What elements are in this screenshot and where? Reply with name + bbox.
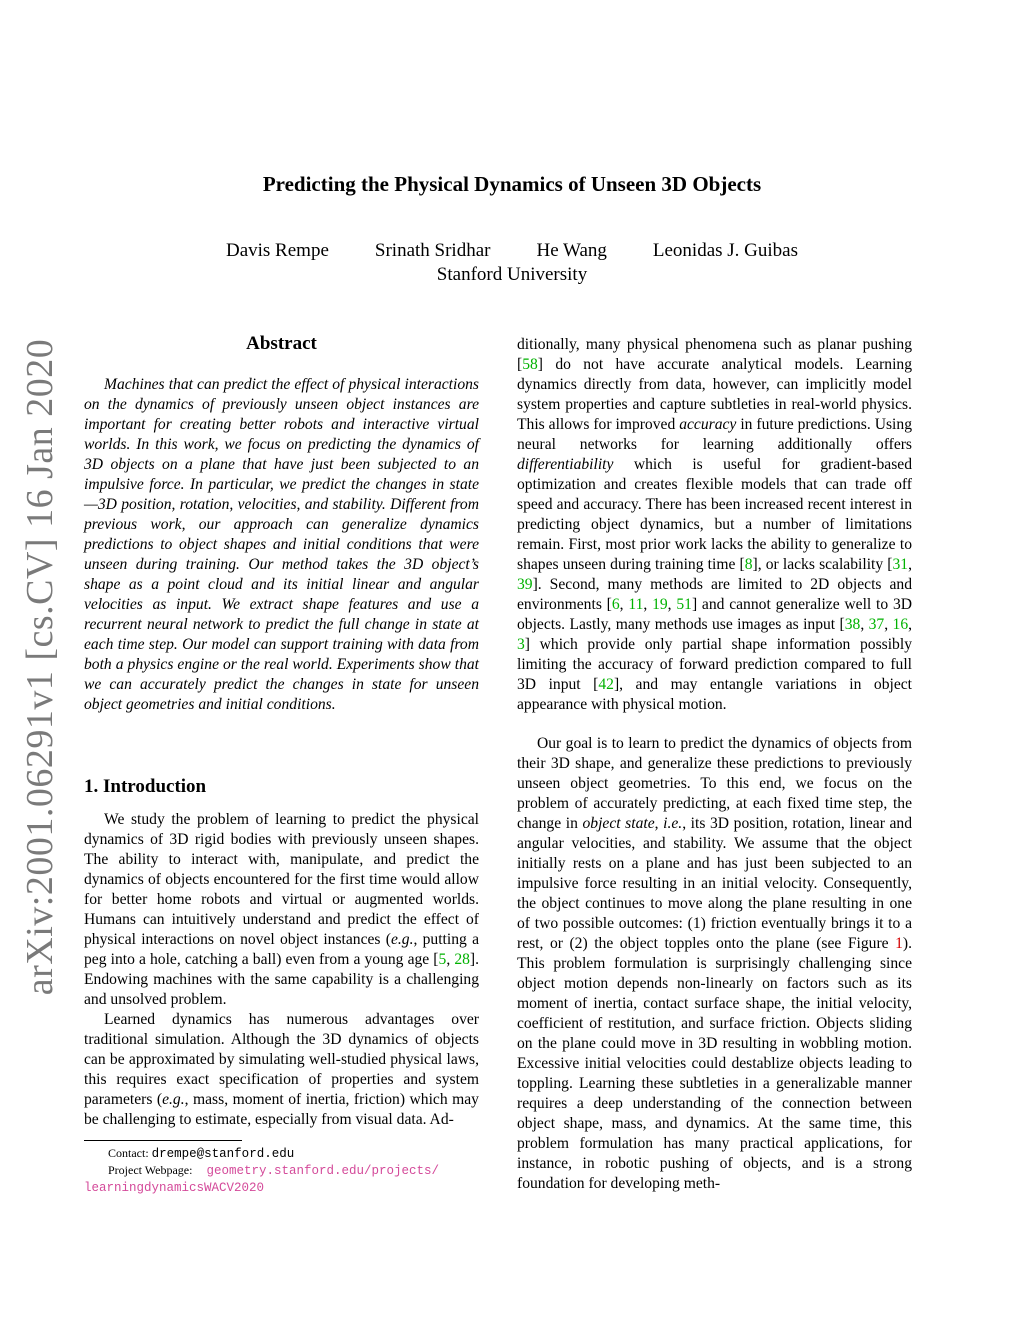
affiliation: Stanford University: [436, 264, 588, 285]
author-name: Davis Rempe: [225, 240, 329, 261]
paragraph: ditionally, many physical phenomena such as planar pushing [58] do not have accurate analytical models. Learning dynamics directly from data, however, can implicitly model system properties and capture subtleties in real-world physics. This allows for improved accuracy in future predictions. Using neural networks for learning additionally offers differentiability which is useful for gradient-based optimization and creates flexible models that can trade off speed and accuracy. There has been increased recent interest in predicting object dynamics, but a number of limitations remain. First, most prior work lacks the ability to generalize to shapes unseen during training time [8], or lacks scalability [31, 39]. Second, many methods are limited to 2D objects and environments [6, 11, 19, 51] and cannot generalize well to 3D objects. Lastly, many methods use images as input [38, 37, 16, 3] which provide only partial shape information possibly limiting the accuracy of forward prediction compared to full 3D input [42], and may entangle variations in object appearance with physical motion.: [517, 336, 913, 713]
citation-link[interactable]: 19: [652, 596, 668, 613]
section-heading-introduction: 1. Introduction: [84, 776, 207, 797]
project-webpage-link[interactable]: geometry.stanford.edu/projects/: [206, 1164, 439, 1178]
citation-link[interactable]: 39: [517, 576, 533, 593]
right-column-body: [517, 335, 912, 1194]
footnote: Contact: drempe@stanford.edu Project Webpage: geometry.stanford.edu/projects/ learningdynamicsWACV2020: [84, 1146, 439, 1195]
arxiv-identifier: arXiv:2001.06291v1 [cs.CV] 16 Jan 2020: [19, 338, 62, 996]
author-list: [0, 240, 1024, 262]
paper-title: Predicting the Physical Dynamics of Unseen 3D Objects: [262, 172, 762, 196]
abstract-heading: Abstract: [246, 333, 317, 354]
author-name: Srinath Sridhar: [374, 240, 491, 261]
author-name: He Wang: [536, 240, 607, 261]
citation-link[interactable]: 42: [598, 676, 614, 693]
citation-link[interactable]: 6: [611, 596, 620, 613]
citation-link[interactable]: 11: [628, 596, 644, 613]
citation-link[interactable]: 5: [438, 951, 447, 968]
paragraph: We study the problem of learning to predict the physical dynamics of 3D rigid bodies with previously unseen shapes. The ability to interact with, manipulate, and predict the dynamics of objects encountered for the first time would allow for better home robots and virtual or augmented worlds. Humans can intuitively understand and predict the effect of physical interactions on novel object instances (e.g., putting a peg into a hole, catching a ball) even from a young age [5, 28]. Endowing machines with the same capability is a challenging and unsolved problem.: [84, 811, 480, 1008]
contact-email: drempe@stanford.edu: [151, 1147, 295, 1161]
citation-link[interactable]: 31: [892, 556, 909, 573]
project-webpage-link[interactable]: learningdynamicsWACV2020: [84, 1181, 265, 1195]
arxiv-margin-stamp: [10, 338, 70, 996]
citation-link[interactable]: 28: [454, 951, 470, 968]
citation-link[interactable]: 16: [892, 616, 909, 633]
citation-link[interactable]: 8: [744, 556, 753, 573]
author-name: Leonidas J. Guibas: [652, 240, 798, 261]
citation-link[interactable]: 3: [517, 636, 525, 653]
paragraph: Our goal is to learn to predict the dynamics of objects from their 3D shape, and generalize these predictions to previously unseen object geometries. To this end, we focus on the problem of accurately predicting, at each fixed time step, the change in object state, i.e., its 3D position, rotation, linear and angular velocities, and stability. We assume that the object initially rests on a plane and has just been subjected to an impulsive force resulting in an initial velocity. Consequently, the object continues to move along the plane resulting in one of two possible outcomes: (1) friction eventually brings it to a rest, or (2) the object topples onto the plane (see Figure 1). This problem formulation is surprisingly challenging since object motion depends non-linearly on factors such as its moment of inertia, contact surface shape, the initial velocity, coefficient of restitution, and surface friction. Objects sliding on the plane could move in 3D resulting in wobbling motion. Excessive initial velocities could destablize objects leading to toppling. Learning these subtleties in a generalizable manner requires a deep understanding of the connection between object shape, mass, and dynamics. At the same time, this problem formulation has many practical applications, for instance, in robotic pushing of objects, and is a strong foundation for developing meth-: [517, 735, 912, 1192]
citation-link[interactable]: 38: [844, 616, 861, 633]
figure-reference-link[interactable]: 1: [895, 935, 903, 952]
citation-link[interactable]: 37: [868, 616, 885, 633]
citation-link[interactable]: 51: [676, 596, 692, 613]
citation-link[interactable]: 58: [522, 356, 538, 373]
footnote-divider: [84, 1140, 242, 1141]
introduction-body: [84, 810, 479, 1130]
abstract-text: Machines that can predict the effect of physical interactions on the dynamics of previously unseen object instances are important for creating better robots and interactive virtual worlds. In this work, we focus on predicting the dynamics of 3D objects on a plane that have just been subjected to an impulsive force. In particular, we predict the changes in state—3D position, rotation, velocities, and stability. Different from previous work, our approach can generalize dynamics predictions to object shapes and initial conditions that were unseen during training. Our method takes the 3D object’s shape as a point cloud and its initial linear and angular velocities as input. We extract shape features and use a recurrent neural network to predict the full change in state at each time step. Our model can support training with data from both a physics engine or the real world. Experiments show that we can accurately predict the changes in state for unseen object geometries and initial conditions.: [84, 376, 479, 713]
paragraph: Learned dynamics has numerous advantages over traditional simulation. Although the 3D dynamics of objects can be approximated by simulating well-studied physical laws, this requires exact specification of properties and system parameters (e.g., mass, moment of inertia, friction) which may be challenging to estimate, especially from visual data. Ad-: [84, 1011, 479, 1128]
